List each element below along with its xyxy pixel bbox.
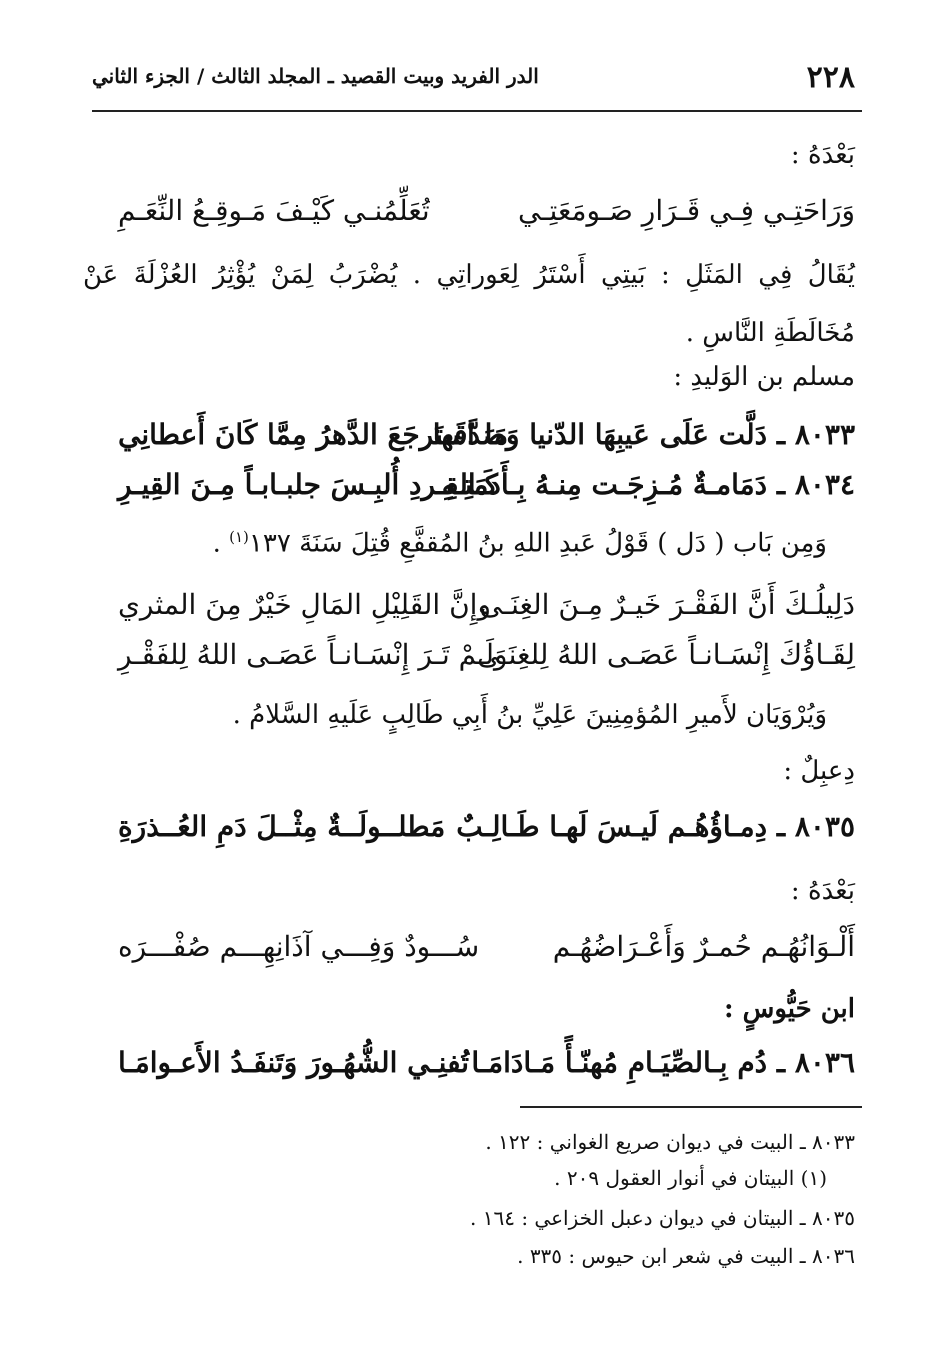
verse-8033-left: مَا استَرجَعَ الدَّهرُ مِمَّا كَانَ أَعطانِي xyxy=(118,418,509,451)
verse-8035-left: مَطلــولَــةٌ مِثْــلَ دَمِ العُــذرَةِ xyxy=(118,810,446,843)
verse-8036-left: تُفنِـي الشُّهُـورَ وَتَنفَـدُ الأَعـوامَـا xyxy=(118,1046,470,1079)
verse-hemistich-left: تُعَلِّمُنـي كَيْـفَ مَـوقِـعُ النِّعَـمِ xyxy=(118,194,430,227)
verse-8036-right: ٨٠٣٦ ـ دُم بِـالصِّيَـامِ مُهنّـأً مَـادَامَـا xyxy=(471,1046,855,1079)
poet-name: ابن حَيُّوسٍ : xyxy=(723,994,855,1024)
section-label: بَعْدَهُ : xyxy=(790,140,855,170)
poet-name: دِعبِلٌ : xyxy=(783,756,855,786)
verse-hemistich-right: أَلْـوَانُهُـم حُمـرٌ وَأَعْـرَاضُهُـم xyxy=(552,930,855,963)
footnote-ref: (١) xyxy=(229,528,249,546)
chapter-end: . xyxy=(212,528,230,559)
footnote-divider xyxy=(520,1106,862,1108)
footnote: ٨٠٣٣ ـ البيت في ديوان صريع الغواني : ١٢٢ . xyxy=(485,1130,855,1154)
verse-hemistich-left: وَلَـمْ تَـرَ إِنْسَـانـاً عَصَـى اللهُ لِلفَقْـرِ xyxy=(118,638,508,671)
footnote: ٨٠٣٥ ـ البيتان في ديوان دعبل الخزاعي : ١٦٤ . xyxy=(470,1206,855,1230)
verse-8035-right: ٨٠٣٥ ـ دِمـاؤُهُـم لَيـسَ لَهـا طَـالِـبٌ xyxy=(456,810,855,843)
header-divider xyxy=(92,110,862,112)
verse-8033-right: ٨٠٣٣ ـ دَلَّت عَلَى عَيبِهَا الدّنيا وَصَدَّقَها xyxy=(432,418,855,451)
chapter-text: وَمِن بَاب ( دَل ) قَوْلُ عَبدِ اللهِ بنُ المُقفَّعِ قُتِلَ سَنَةَ ١٣٧ xyxy=(248,528,827,559)
footnote: (١) البيتان في أنوار العقول ٢٠٩ . xyxy=(554,1166,827,1190)
verse-hemistich-right: لِقَـاؤُكَ إِنْسَـانـاً عَصَـى اللهُ لِلغِنَـى xyxy=(477,638,855,671)
section-label: بَعْدَهُ : xyxy=(790,876,855,906)
chapter-line xyxy=(213,528,827,559)
proverb-paragraph: يُقَالُ فِي المَثَلِ : بَيتِي أَسْتَرُ لِعَوراتِي . يُضْرَبُ لِمَنْ يُؤْثِرُ العُزْلَةَ عَنْ مُخَالَطَةِ النَّاسِ . xyxy=(83,260,855,348)
running-title: الدر الفريد وبيت القصيد ـ المجلد الثالث / الجزء الثاني xyxy=(92,64,539,88)
verse-8034-right: ٨٠٣٤ ـ دَمَامـةٌ مُـزِجَـت مِنـهُ بِـأَدمَتِـهِ xyxy=(441,468,855,501)
verse-hemistich-right: دَلِيلُـكَ أَنَّ الفَقْـرَ خَيـرٌ مِـنَ الغِنَـى xyxy=(479,588,855,621)
poet-name: مسلم بن الوَليدِ : xyxy=(673,362,855,392)
verse-hemistich-left: سُـــودٌ وَفِـــي آذَانِهِـــم صُفْـــرَه xyxy=(118,930,480,963)
page-number: ٢٢٨ xyxy=(806,60,855,95)
verse-8034-left: كَـالقِـردِ أُلبِـسَ جلبـابـاً مِـنَ القِيـرِ xyxy=(118,468,498,501)
verse-hemistich-left: وإِنَّ القَلِيْلِ المَالِ خَيْرٌ مِنَ المثري xyxy=(118,588,491,621)
verse-hemistich-right: وَرَاحَتِـي فِـي قَـرَارِ صَـومَعَتِـي xyxy=(517,194,855,227)
attribution-line: وَيُرْوَيَان لأَميرِ المُؤمِنِينَ عَلِيِّ بنُ أَبِي طَالِبٍ عَلَيهِ السَّلامُ . xyxy=(232,700,827,730)
footnote: ٨٠٣٦ ـ البيت في شعر ابن حيوس : ٣٣٥ . xyxy=(517,1244,855,1268)
